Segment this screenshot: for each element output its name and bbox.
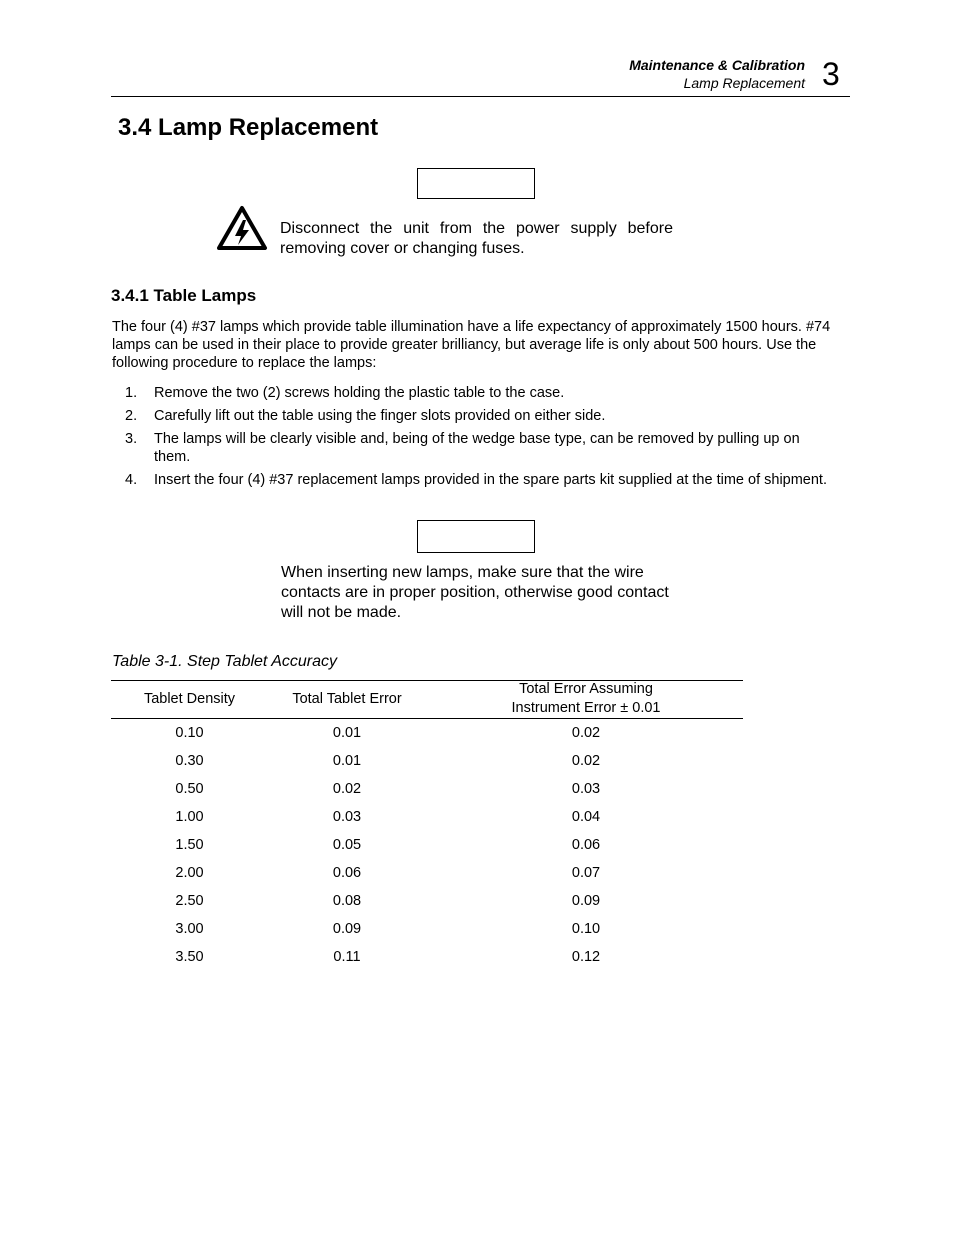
step-number: 1.: [125, 385, 138, 401]
table-cell: 0.09: [571, 893, 601, 909]
column-header-line: Instrument Error ± 0.01: [511, 700, 661, 716]
table-cell: 0.10: [175, 725, 204, 741]
list-item: [112, 384, 832, 402]
warning-text: Disconnect the unit from the power supply before removing cover or changing fuses.: [280, 220, 673, 257]
table-caption: Table 3-1. Step Tablet Accuracy: [112, 653, 338, 670]
table-cell: 0.10: [571, 921, 601, 937]
step-text: Carefully lift out the table using the finger slots provided on either side.: [154, 408, 606, 424]
list-item: [112, 430, 832, 466]
section-heading: 3.4.1 Table Lamps: [111, 286, 257, 305]
step-number: 3.: [125, 431, 138, 447]
table-cell: 0.50: [175, 781, 204, 797]
table-cell: 0.02: [332, 781, 362, 797]
note-text: When inserting new lamps, make sure that the wire contacts are in proper position, otherwise good contact will not be made.: [281, 564, 669, 621]
list-item: [112, 471, 832, 489]
table-cell: 0.02: [571, 725, 601, 741]
header-section-title: Maintenance & Calibration: [629, 57, 805, 73]
warning-label-box: [417, 168, 535, 199]
step-number: 4.: [125, 472, 138, 488]
column-header: Tablet Density: [143, 691, 236, 707]
column-header: [426, 680, 746, 718]
table-cell: 0.09: [332, 921, 362, 937]
chapter-number: 3: [822, 56, 840, 92]
table-cell: 3.50: [175, 949, 204, 965]
note-label-box: [417, 520, 535, 553]
table-cell: 2.00: [175, 865, 204, 881]
table-cell: 0.12: [571, 949, 601, 965]
table-cell: 0.06: [332, 865, 362, 881]
table-cell: 1.00: [175, 809, 204, 825]
table-cell: 0.11: [333, 949, 361, 965]
table-cell: 3.00: [175, 921, 204, 937]
table-cell: 0.30: [175, 753, 204, 769]
step-text: Remove the two (2) screws holding the plastic table to the case.: [154, 385, 565, 401]
table-cell: 0.01: [332, 725, 362, 741]
step-text: Insert the four (4) #37 replacement lamps provided in the spare parts kit supplied at the time of shipment.: [154, 472, 827, 488]
procedure-steps: [112, 384, 832, 494]
header-divider: [111, 96, 850, 97]
page-title: 3.4 Lamp Replacement: [118, 114, 379, 141]
table-cell: 0.02: [571, 753, 601, 769]
table-header-rule: [111, 718, 743, 719]
table-cell: 0.03: [571, 781, 601, 797]
table-cell: 2.50: [175, 893, 204, 909]
electrical-hazard-icon: [216, 205, 268, 251]
table-cell: 0.08: [332, 893, 362, 909]
table-cell: 1.50: [175, 837, 204, 853]
step-text: The lamps will be clearly visible and, being of the wedge base type, can be removed by pulling up on them.: [154, 431, 800, 465]
table-cell: 0.03: [332, 809, 362, 825]
table-cell: 0.04: [571, 809, 601, 825]
step-number: 2.: [125, 408, 138, 424]
table-cell: 0.01: [332, 753, 362, 769]
column-header: Total Tablet Error: [292, 691, 402, 707]
list-item: [112, 407, 832, 425]
table-cell: 0.06: [571, 837, 601, 853]
table-cell: 0.05: [332, 837, 362, 853]
header-subsection-title: Lamp Replacement: [683, 75, 805, 91]
intro-paragraph: The four (4) #37 lamps which provide table illumination have a life expectancy of approximately 1500 hours. #74 lamps can be used in their place to provide greater brilliancy, but average life is only about 500 hours. Use the following procedure to replace the lamps:: [112, 319, 831, 371]
table-cell: 0.07: [571, 865, 601, 881]
column-header-line: Total Error Assuming: [519, 681, 653, 697]
